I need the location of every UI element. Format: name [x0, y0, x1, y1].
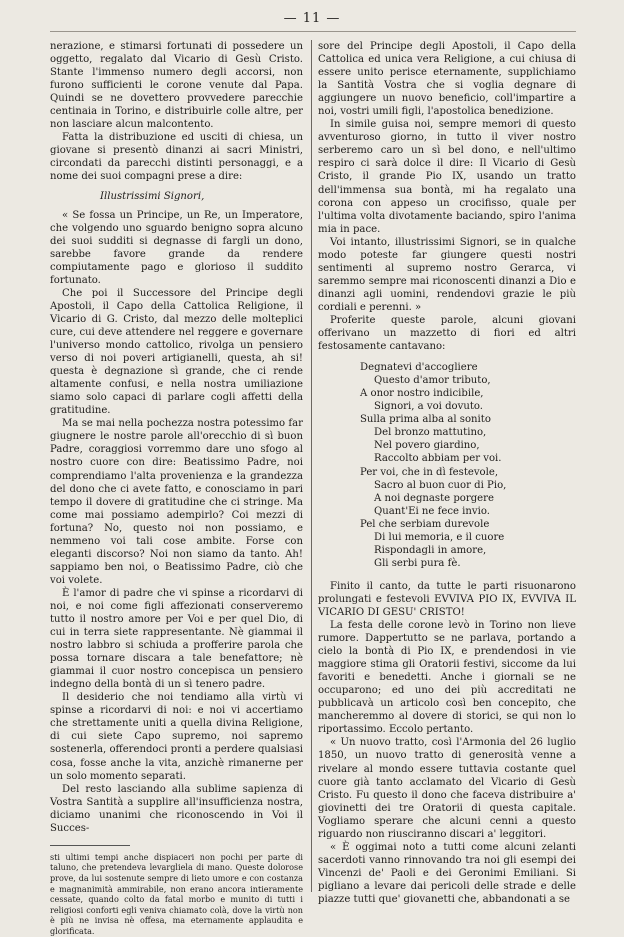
poem-line: Signori, a voi dovuto. [374, 401, 484, 413]
paragraph: Proferite queste parole, alcuni giovani offerivano un mazzetto di fiori ed altri festosamente cantavano: [318, 314, 576, 353]
poem-line: Per voi, che in dì festevole, [360, 466, 499, 478]
column-divider [311, 40, 312, 892]
poem-line: Questo d'amor tributo, [374, 375, 491, 387]
poem-line: Rispondagli in amore, [374, 544, 487, 556]
poem-line: Gli serbi pura fè. [374, 557, 461, 569]
paragraph: sore del Principe degli Apostoli, il Capo della Cattolica ed unica vera Religione, a cui chiusa di essere unito perisce eternamente, supplichiamo la Santità Vostra che si voglia degnare di aggiungere un nuovo beneficio, coll'impartire a noi, vostri umili figli, l'apostolica benedizione. [318, 41, 576, 118]
salutation: Illustrissimi Signori, [100, 190, 205, 202]
poem-line: Degnatevi d'accogliere [360, 362, 478, 374]
poem-line: A onor nostro indicibile, [360, 388, 484, 400]
paragraph: In simile guisa noi, sempre memori di questo avventuroso giorno, in tutto il viver nostro serberemo caro un sì bel dono, e nell'ultimo respiro ci sarà dolce il dire: Il Vicario di Gesù Cristo, il grande Pio IX, usando un tratto dell'immensa sua bontà, mi ha regalato una corona con appeso un crocifisso, quale per l'ultima volta divotamente baciando, spiro l'anima mia in pace. [318, 119, 576, 235]
speech-paragraph: Ma se mai nella pochezza nostra potessimo far giugnere le nostre parole all'orecchio di sì buon Padre, coraggiosi vorremmo dare uno sfogo al nostro cuore con dire: Beatissimo Padre, noi comprendiamo l'alta provenienza e la grandezza del dono che ci avete fatto, e conosciamo in pari tempo il dovere di gratitudine che ci stringe. Ma come mai possiamo adempirlo? Coi mezzi di fortuna? No, questo noi non possiamo, e nemmeno voi tali cose ambite. Forse con eleganti discorso? Noi non siamo da tanto. Ah! sappiamo ben noi, o Beatissimo Padre, ciò che voi volete. [50, 418, 303, 586]
speech-paragraph: « Se fossa un Principe, un Re, un Imperatore, che volgendo uno sguardo benigno sopra alcuno dei suoi sudditi si degnasse di fargli un dono, sarebbe favore grande da rendere compiutamente pago e glorioso il suddito fortunato. [50, 209, 303, 286]
poem-line: Nel povero giardino, [374, 440, 480, 452]
poem-line: Sacro al buon cuor di Pio, [374, 479, 507, 491]
poem-line: Di lui memoria, e il cuore [374, 531, 505, 543]
paragraph: Fatta la distribuzione ed usciti di chiesa, un giovane si presentò dinanzi ai sacri Ministri, circondati da parecchi distinti personaggi, e a nome dei suoi compagni prese a dire: [50, 132, 303, 183]
poem-line: Del bronzo mattutino, [374, 427, 487, 439]
header-divider [50, 31, 576, 32]
page-number: — 11 — [283, 11, 341, 26]
right-column [318, 40, 576, 906]
speech-paragraph: Del resto lasciando alla sublime sapienza di Vostra Santità a supplire all'insufficienza nostra, diciamo unanimi che riconoscendo in Voi il Succes- [50, 783, 303, 834]
paragraph: nerazione, e stimarsi fortunati di possedere un oggetto, regalato dal Vicario di Gesù Cristo. Stante l'immenso numero degli accorsi, non furono sufficienti le corone venute dal Papa. Quindi se ne dovettero provvedere parecchie centinaia in Torino, e distribuirle colle altre, per non lasciare alcun malcontento. [50, 41, 303, 131]
footnote-divider [50, 845, 130, 846]
paragraph: Finito il canto, da tutte le parti risuonarono prolungati e festevoli EVVIVA PIO IX, EVVIVA IL VICARIO DI GESU' CRISTO! [318, 580, 576, 618]
paragraph: La festa delle corone levò in Torino non lieve rumore. Dappertutto se ne parlava, portando a cielo la bontà di Pio IX, e prendendosi in vie maggiore stima gli Oratorii festivi, siccome da lui favoriti e benedetti. Anche i giornali se ne occuparono; ed uno dei più accreditati ne pubblicavà un articolo così ben concepito, che mancheremmo al dovere di storici, se qui non lo riportassimo. Eccolo pertanto. [318, 620, 576, 736]
left-column [50, 40, 303, 937]
paragraph: « Un nuovo tratto, così l'Armonia del 26 luglio 1850, un nuovo tratto di generosità venne a rivelare al mondo essere tuttavia costante quel cuore già tanto acclamato del Vicario di Gesù Cristo. Fu questo il dono che faceva distribuire a' giovinetti dei tre Oratorii di questa capitale. Vogliamo sperare che alcuni cenni a questo riguardo non riusciranno discari a' leggitori. [318, 737, 576, 840]
speech-paragraph: È l'amor di padre che vi spinse a ricordarvi di noi, e noi come figli affezionati conserveremo tutto il nostro amore per Voi e per quel Dio, di cui in terra siete rappresentante. Nè giammai il nostro labbro si schiuda a profferire parola che possa tornare discara a tale benefattore; nè giammai il cuor nostro concepisca un pensiero indegno della bontà di un sì tenero padre. [50, 587, 303, 691]
paragraph: « È oggimai noto a tutti come alcuni zelanti sacerdoti vanno rinnovando tra noi gli esempi dei Vincenzi de' Paoli e dei Geronimi Emiliani. Si pigliano a levare dai pericoli delle strade e delle piazze tutti que' giovanetti che, abbandonati a se [318, 841, 576, 905]
poem-line: Sulla prima alba al sonito [360, 414, 491, 426]
poem-line: Raccolto abbiam per voi. [374, 453, 502, 465]
paragraph: Voi intanto, illustrissimi Signori, se in qualche modo poteste far giungere questi nostri sentimenti al supremo nostro Gerarca, vi saremmo sempre mai riconoscenti dinanzi a Dio e dinanzi agli uomini, rendendovi grazie le più cordiali e perenni. » [318, 236, 576, 313]
speech-paragraph: Che poi il Successore del Principe degli Apostoli, il Capo della Cattolica Religione, il Vicario di G. Cristo, dal mezzo delle molteplici cure, cui deve attendere nel reggere e governare l'universo mondo cattolico, rivolga un pensiero verso di noi poveri artigianelli, questa, ah si! questa è degnazione sì grande, che ci rende altamente confusi, e nella nostra umiliazione siamo solo capaci di parlare cogli affetti della gratitudine. [50, 287, 303, 417]
poem-line: A noi degnaste porgere [374, 492, 494, 504]
poem [318, 361, 576, 570]
poem-line: Pel che serbiam durevole [360, 518, 490, 530]
poem-line: Quant'Ei ne fece invio. [374, 505, 490, 517]
speech-paragraph: Il desiderio che noi tendiamo alla virtù vi spinse a ricordarvi di noi: e noi vi accertiamo che strettamente uniti a quella divina Religione, di cui siete Capo supremo, noi sapremo sostenerla, offerendoci pronti a perdere qualsiasi cosa, fosse anche la vita, anzichè rimanerne per un solo momento separati. [50, 692, 303, 782]
footnote: sti ultimi tempi anche dispiaceri non pochi per parte di taluno, che pretendeva levargliela di mano. Queste dolorose prove, da lui sostenute sempre di lieto umore e con costanza e magnanimità ammirabile, non erano ancora intieramente cessate, quando colto da fatal morbo e munito di tutti i religiosi conforti egli veniva chiamato colà, dove la virtù non è più ne invisa nè offesa, ma eternamente applaudita e glorificata. [50, 851, 303, 936]
